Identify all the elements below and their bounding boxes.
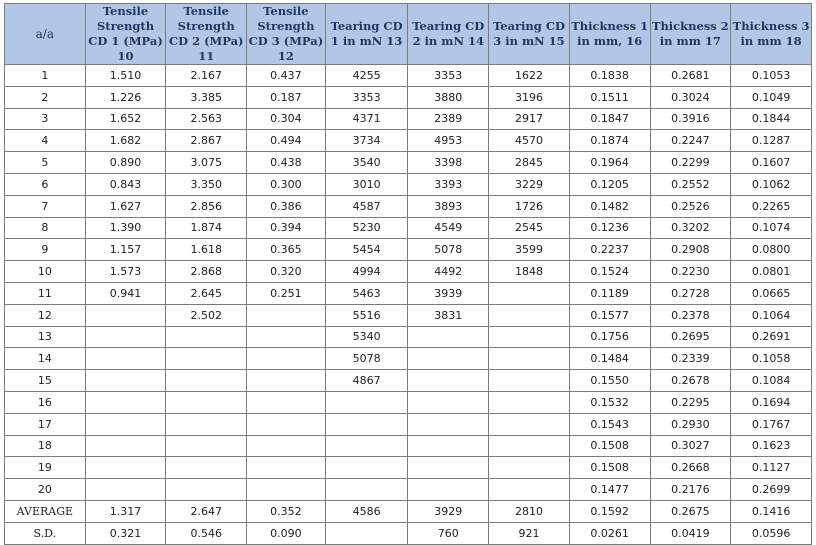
table-row bbox=[5, 370, 812, 392]
cell-aa: 12 bbox=[5, 304, 86, 326]
table-row bbox=[5, 86, 812, 108]
cell-tensile-2 bbox=[166, 370, 247, 392]
cell-tensile-3 bbox=[247, 304, 326, 326]
cell-tearing-3: 4570 bbox=[489, 130, 570, 152]
cell-thickness-2: 0.3202 bbox=[650, 217, 731, 239]
cell-thickness-1: 0.0261 bbox=[569, 522, 650, 544]
table-row bbox=[5, 130, 812, 152]
table-body bbox=[5, 65, 812, 545]
summary-row bbox=[5, 500, 812, 522]
cell-thickness-3: 0.0596 bbox=[731, 522, 812, 544]
cell-tearing-1: 4586 bbox=[325, 500, 408, 522]
cell-tearing-2: 3893 bbox=[408, 195, 489, 217]
cell-tearing-1: 5454 bbox=[325, 239, 408, 261]
cell-aa: 13 bbox=[5, 326, 86, 348]
cell-thickness-3: 0.1767 bbox=[731, 413, 812, 435]
cell-tensile-1 bbox=[85, 304, 166, 326]
cell-thickness-3: 0.1416 bbox=[731, 500, 812, 522]
cell-tearing-2: 3353 bbox=[408, 65, 489, 87]
cell-tearing-2 bbox=[408, 479, 489, 501]
table-row bbox=[5, 413, 812, 435]
cell-tearing-2: 760 bbox=[408, 522, 489, 544]
cell-tearing-2: 3398 bbox=[408, 152, 489, 174]
cell-thickness-1: 0.1236 bbox=[569, 217, 650, 239]
cell-tearing-1: 4255 bbox=[325, 65, 408, 87]
column-header-tensile-3: Tensile Strength CD 3 (MPa) 12 bbox=[247, 4, 326, 65]
cell-tearing-2 bbox=[408, 391, 489, 413]
cell-tensile-2: 0.546 bbox=[166, 522, 247, 544]
cell-tearing-1: 4587 bbox=[325, 195, 408, 217]
cell-thickness-2: 0.2675 bbox=[650, 500, 731, 522]
cell-thickness-2: 0.2378 bbox=[650, 304, 731, 326]
cell-tensile-3 bbox=[247, 370, 326, 392]
cell-thickness-3: 0.0801 bbox=[731, 261, 812, 283]
cell-aa: 14 bbox=[5, 348, 86, 370]
cell-tensile-1 bbox=[85, 348, 166, 370]
cell-tensile-3: 0.352 bbox=[247, 500, 326, 522]
cell-tearing-3 bbox=[489, 326, 570, 348]
cell-thickness-2: 0.2668 bbox=[650, 457, 731, 479]
cell-tensile-1: 1.390 bbox=[85, 217, 166, 239]
cell-tearing-2 bbox=[408, 348, 489, 370]
cell-tensile-2 bbox=[166, 457, 247, 479]
cell-tensile-3: 0.187 bbox=[247, 86, 326, 108]
cell-thickness-3: 0.1127 bbox=[731, 457, 812, 479]
cell-tensile-1: 1.510 bbox=[85, 65, 166, 87]
cell-aa: 17 bbox=[5, 413, 86, 435]
cell-tensile-1: 1.573 bbox=[85, 261, 166, 283]
cell-aa: AVERAGE bbox=[5, 500, 86, 522]
table-row bbox=[5, 239, 812, 261]
cell-thickness-1: 0.1550 bbox=[569, 370, 650, 392]
cell-tearing-2 bbox=[408, 326, 489, 348]
cell-thickness-3: 0.1053 bbox=[731, 65, 812, 87]
cell-tearing-2: 2389 bbox=[408, 108, 489, 130]
table-row bbox=[5, 173, 812, 195]
cell-tearing-1: 5516 bbox=[325, 304, 408, 326]
cell-tearing-3 bbox=[489, 457, 570, 479]
cell-tearing-2: 3880 bbox=[408, 86, 489, 108]
cell-thickness-2: 0.2299 bbox=[650, 152, 731, 174]
cell-thickness-2: 0.2230 bbox=[650, 261, 731, 283]
cell-tearing-3 bbox=[489, 282, 570, 304]
table-row bbox=[5, 479, 812, 501]
cell-tensile-3: 0.494 bbox=[247, 130, 326, 152]
cell-aa: 7 bbox=[5, 195, 86, 217]
cell-thickness-2: 0.2247 bbox=[650, 130, 731, 152]
cell-thickness-2: 0.2908 bbox=[650, 239, 731, 261]
cell-tensile-1 bbox=[85, 457, 166, 479]
cell-tensile-1: 1.226 bbox=[85, 86, 166, 108]
cell-thickness-2: 0.2339 bbox=[650, 348, 731, 370]
cell-tensile-2: 2.867 bbox=[166, 130, 247, 152]
cell-tearing-3: 921 bbox=[489, 522, 570, 544]
cell-tensile-1: 1.627 bbox=[85, 195, 166, 217]
column-header-tensile-1: Tensile Strength CD 1 (MPa) 10 bbox=[85, 4, 166, 65]
cell-thickness-1: 0.1477 bbox=[569, 479, 650, 501]
cell-tensile-2: 2.647 bbox=[166, 500, 247, 522]
cell-tensile-1: 1.682 bbox=[85, 130, 166, 152]
table-row bbox=[5, 348, 812, 370]
cell-tearing-1 bbox=[325, 479, 408, 501]
cell-tensile-3: 0.304 bbox=[247, 108, 326, 130]
cell-thickness-1: 0.1756 bbox=[569, 326, 650, 348]
cell-tearing-2: 4492 bbox=[408, 261, 489, 283]
cell-thickness-1: 0.1511 bbox=[569, 86, 650, 108]
cell-thickness-1: 0.1847 bbox=[569, 108, 650, 130]
cell-tensile-2: 2.645 bbox=[166, 282, 247, 304]
cell-aa: 8 bbox=[5, 217, 86, 239]
cell-tearing-1: 3734 bbox=[325, 130, 408, 152]
cell-aa: 16 bbox=[5, 391, 86, 413]
cell-tearing-3 bbox=[489, 479, 570, 501]
cell-thickness-3: 0.1064 bbox=[731, 304, 812, 326]
cell-tensile-1 bbox=[85, 370, 166, 392]
cell-thickness-1: 0.1964 bbox=[569, 152, 650, 174]
cell-tensile-1 bbox=[85, 413, 166, 435]
cell-aa: 18 bbox=[5, 435, 86, 457]
cell-tensile-2 bbox=[166, 326, 247, 348]
cell-tearing-2 bbox=[408, 370, 489, 392]
table-row bbox=[5, 457, 812, 479]
cell-tensile-2 bbox=[166, 435, 247, 457]
cell-tearing-3 bbox=[489, 304, 570, 326]
cell-tensile-2 bbox=[166, 479, 247, 501]
column-header-thickness-2: Thickness 2 in mm 17 bbox=[650, 4, 731, 65]
cell-tearing-1: 5230 bbox=[325, 217, 408, 239]
cell-thickness-1: 0.1482 bbox=[569, 195, 650, 217]
cell-thickness-2: 0.3916 bbox=[650, 108, 731, 130]
cell-aa: 3 bbox=[5, 108, 86, 130]
table-container bbox=[4, 3, 812, 545]
cell-tearing-1 bbox=[325, 391, 408, 413]
cell-tearing-3: 2545 bbox=[489, 217, 570, 239]
cell-tearing-1: 5340 bbox=[325, 326, 408, 348]
cell-tensile-2: 1.874 bbox=[166, 217, 247, 239]
cell-thickness-1: 0.1508 bbox=[569, 457, 650, 479]
cell-thickness-1: 0.1543 bbox=[569, 413, 650, 435]
cell-thickness-3: 0.1062 bbox=[731, 173, 812, 195]
cell-tensile-3 bbox=[247, 391, 326, 413]
cell-tearing-3: 1622 bbox=[489, 65, 570, 87]
table-row bbox=[5, 152, 812, 174]
table-row bbox=[5, 304, 812, 326]
table-row bbox=[5, 217, 812, 239]
table-row bbox=[5, 326, 812, 348]
cell-aa: 11 bbox=[5, 282, 86, 304]
cell-aa: 20 bbox=[5, 479, 86, 501]
cell-tearing-1: 5463 bbox=[325, 282, 408, 304]
cell-tensile-1: 0.843 bbox=[85, 173, 166, 195]
table-row bbox=[5, 282, 812, 304]
cell-tensile-1 bbox=[85, 435, 166, 457]
cell-tearing-2: 3939 bbox=[408, 282, 489, 304]
cell-tensile-2: 3.385 bbox=[166, 86, 247, 108]
cell-tearing-3 bbox=[489, 413, 570, 435]
cell-tearing-3: 2917 bbox=[489, 108, 570, 130]
cell-tensile-1: 1.652 bbox=[85, 108, 166, 130]
cell-tearing-2: 4549 bbox=[408, 217, 489, 239]
cell-tensile-2: 2.868 bbox=[166, 261, 247, 283]
cell-tearing-2: 4953 bbox=[408, 130, 489, 152]
cell-thickness-3: 0.0665 bbox=[731, 282, 812, 304]
cell-thickness-2: 0.2176 bbox=[650, 479, 731, 501]
cell-tensile-1: 0.321 bbox=[85, 522, 166, 544]
column-header-tearing-2: Tearing CD 2 in mN 14 bbox=[408, 4, 489, 65]
cell-tearing-2: 5078 bbox=[408, 239, 489, 261]
cell-thickness-1: 0.1508 bbox=[569, 435, 650, 457]
table-row bbox=[5, 195, 812, 217]
cell-tensile-3 bbox=[247, 348, 326, 370]
cell-tensile-3: 0.394 bbox=[247, 217, 326, 239]
cell-tearing-1 bbox=[325, 457, 408, 479]
cell-tensile-3: 0.090 bbox=[247, 522, 326, 544]
cell-tensile-1: 0.890 bbox=[85, 152, 166, 174]
cell-thickness-2: 0.2930 bbox=[650, 413, 731, 435]
cell-aa: S.D. bbox=[5, 522, 86, 544]
cell-thickness-3: 0.1694 bbox=[731, 391, 812, 413]
cell-tensile-1 bbox=[85, 479, 166, 501]
cell-thickness-2: 0.2526 bbox=[650, 195, 731, 217]
cell-thickness-1: 0.1532 bbox=[569, 391, 650, 413]
cell-thickness-3: 0.2699 bbox=[731, 479, 812, 501]
cell-tensile-3 bbox=[247, 326, 326, 348]
cell-tensile-3: 0.437 bbox=[247, 65, 326, 87]
cell-tensile-2: 2.502 bbox=[166, 304, 247, 326]
summary-row bbox=[5, 522, 812, 544]
cell-tensile-2: 2.856 bbox=[166, 195, 247, 217]
cell-tearing-2 bbox=[408, 413, 489, 435]
cell-tearing-3: 2845 bbox=[489, 152, 570, 174]
cell-thickness-2: 0.2728 bbox=[650, 282, 731, 304]
cell-aa: 6 bbox=[5, 173, 86, 195]
cell-tensile-2 bbox=[166, 348, 247, 370]
cell-thickness-3: 0.1607 bbox=[731, 152, 812, 174]
cell-tensile-1: 1.157 bbox=[85, 239, 166, 261]
cell-tensile-2: 2.563 bbox=[166, 108, 247, 130]
cell-aa: 15 bbox=[5, 370, 86, 392]
cell-tensile-3: 0.438 bbox=[247, 152, 326, 174]
column-header-tensile-2: Tensile Strength CD 2 (MPa) 11 bbox=[166, 4, 247, 65]
cell-thickness-1: 0.2237 bbox=[569, 239, 650, 261]
cell-aa: 4 bbox=[5, 130, 86, 152]
cell-thickness-3: 0.0800 bbox=[731, 239, 812, 261]
cell-tensile-3: 0.251 bbox=[247, 282, 326, 304]
cell-tearing-2 bbox=[408, 435, 489, 457]
table-row bbox=[5, 391, 812, 413]
cell-tearing-3: 3599 bbox=[489, 239, 570, 261]
cell-thickness-2: 0.2295 bbox=[650, 391, 731, 413]
cell-tearing-3: 1726 bbox=[489, 195, 570, 217]
cell-tensile-3: 0.386 bbox=[247, 195, 326, 217]
cell-tearing-2 bbox=[408, 457, 489, 479]
cell-tensile-2: 3.350 bbox=[166, 173, 247, 195]
cell-tearing-3: 3196 bbox=[489, 86, 570, 108]
cell-tensile-1: 1.317 bbox=[85, 500, 166, 522]
cell-aa: 5 bbox=[5, 152, 86, 174]
table-row bbox=[5, 261, 812, 283]
cell-tensile-2: 3.075 bbox=[166, 152, 247, 174]
cell-tearing-1: 5078 bbox=[325, 348, 408, 370]
cell-tearing-1: 4371 bbox=[325, 108, 408, 130]
header-row bbox=[5, 4, 812, 65]
column-header-thickness-3: Thickness 3 in mm 18 bbox=[731, 4, 812, 65]
measurements-table bbox=[4, 3, 812, 545]
cell-thickness-3: 0.1049 bbox=[731, 86, 812, 108]
cell-tearing-3: 3229 bbox=[489, 173, 570, 195]
cell-thickness-2: 0.2681 bbox=[650, 65, 731, 87]
cell-thickness-2: 0.2678 bbox=[650, 370, 731, 392]
table-row bbox=[5, 435, 812, 457]
cell-tensile-1 bbox=[85, 391, 166, 413]
cell-thickness-3: 0.2691 bbox=[731, 326, 812, 348]
cell-thickness-3: 0.1844 bbox=[731, 108, 812, 130]
cell-thickness-1: 0.1205 bbox=[569, 173, 650, 195]
cell-thickness-3: 0.1084 bbox=[731, 370, 812, 392]
cell-aa: 2 bbox=[5, 86, 86, 108]
cell-tearing-1 bbox=[325, 435, 408, 457]
cell-tearing-3: 2810 bbox=[489, 500, 570, 522]
cell-tearing-1: 3010 bbox=[325, 173, 408, 195]
cell-tensile-1 bbox=[85, 326, 166, 348]
cell-tensile-2 bbox=[166, 413, 247, 435]
cell-thickness-2: 0.3024 bbox=[650, 86, 731, 108]
cell-tearing-2: 3393 bbox=[408, 173, 489, 195]
cell-tearing-1 bbox=[325, 413, 408, 435]
cell-thickness-3: 0.1287 bbox=[731, 130, 812, 152]
cell-tearing-3 bbox=[489, 348, 570, 370]
cell-thickness-3: 0.1074 bbox=[731, 217, 812, 239]
cell-tearing-1: 4994 bbox=[325, 261, 408, 283]
cell-tearing-3 bbox=[489, 370, 570, 392]
cell-aa: 1 bbox=[5, 65, 86, 87]
cell-tearing-1: 4867 bbox=[325, 370, 408, 392]
column-header-thickness-1: Thickness 1 in mm, 16 bbox=[569, 4, 650, 65]
cell-tearing-2: 3831 bbox=[408, 304, 489, 326]
cell-thickness-3: 0.1058 bbox=[731, 348, 812, 370]
cell-thickness-3: 0.1623 bbox=[731, 435, 812, 457]
cell-thickness-2: 0.2552 bbox=[650, 173, 731, 195]
cell-tearing-2: 3929 bbox=[408, 500, 489, 522]
cell-thickness-1: 0.1592 bbox=[569, 500, 650, 522]
cell-tearing-1 bbox=[325, 522, 408, 544]
cell-aa: 9 bbox=[5, 239, 86, 261]
cell-tearing-1: 3353 bbox=[325, 86, 408, 108]
column-header-aa: a/a bbox=[5, 4, 86, 65]
cell-tensile-3: 0.320 bbox=[247, 261, 326, 283]
cell-tensile-3: 0.365 bbox=[247, 239, 326, 261]
cell-tearing-3 bbox=[489, 435, 570, 457]
cell-thickness-2: 0.0419 bbox=[650, 522, 731, 544]
cell-thickness-1: 0.1524 bbox=[569, 261, 650, 283]
table-row bbox=[5, 108, 812, 130]
cell-thickness-1: 0.1577 bbox=[569, 304, 650, 326]
cell-tensile-1: 0.941 bbox=[85, 282, 166, 304]
cell-tensile-3 bbox=[247, 435, 326, 457]
cell-thickness-1: 0.1484 bbox=[569, 348, 650, 370]
cell-thickness-3: 0.2265 bbox=[731, 195, 812, 217]
cell-tensile-3 bbox=[247, 479, 326, 501]
cell-tensile-2 bbox=[166, 391, 247, 413]
cell-thickness-1: 0.1838 bbox=[569, 65, 650, 87]
cell-tensile-3 bbox=[247, 413, 326, 435]
cell-tearing-3 bbox=[489, 391, 570, 413]
cell-tensile-3 bbox=[247, 457, 326, 479]
cell-thickness-2: 0.3027 bbox=[650, 435, 731, 457]
cell-tensile-2: 1.618 bbox=[166, 239, 247, 261]
cell-thickness-1: 0.1189 bbox=[569, 282, 650, 304]
cell-thickness-2: 0.2695 bbox=[650, 326, 731, 348]
cell-tearing-1: 3540 bbox=[325, 152, 408, 174]
cell-thickness-1: 0.1874 bbox=[569, 130, 650, 152]
table-row bbox=[5, 65, 812, 87]
cell-tensile-3: 0.300 bbox=[247, 173, 326, 195]
cell-aa: 10 bbox=[5, 261, 86, 283]
column-header-tearing-1: Tearing CD 1 in mN 13 bbox=[325, 4, 408, 65]
column-header-tearing-3: Tearing CD 3 in mN 15 bbox=[489, 4, 570, 65]
cell-tensile-2: 2.167 bbox=[166, 65, 247, 87]
cell-aa: 19 bbox=[5, 457, 86, 479]
cell-tearing-3: 1848 bbox=[489, 261, 570, 283]
